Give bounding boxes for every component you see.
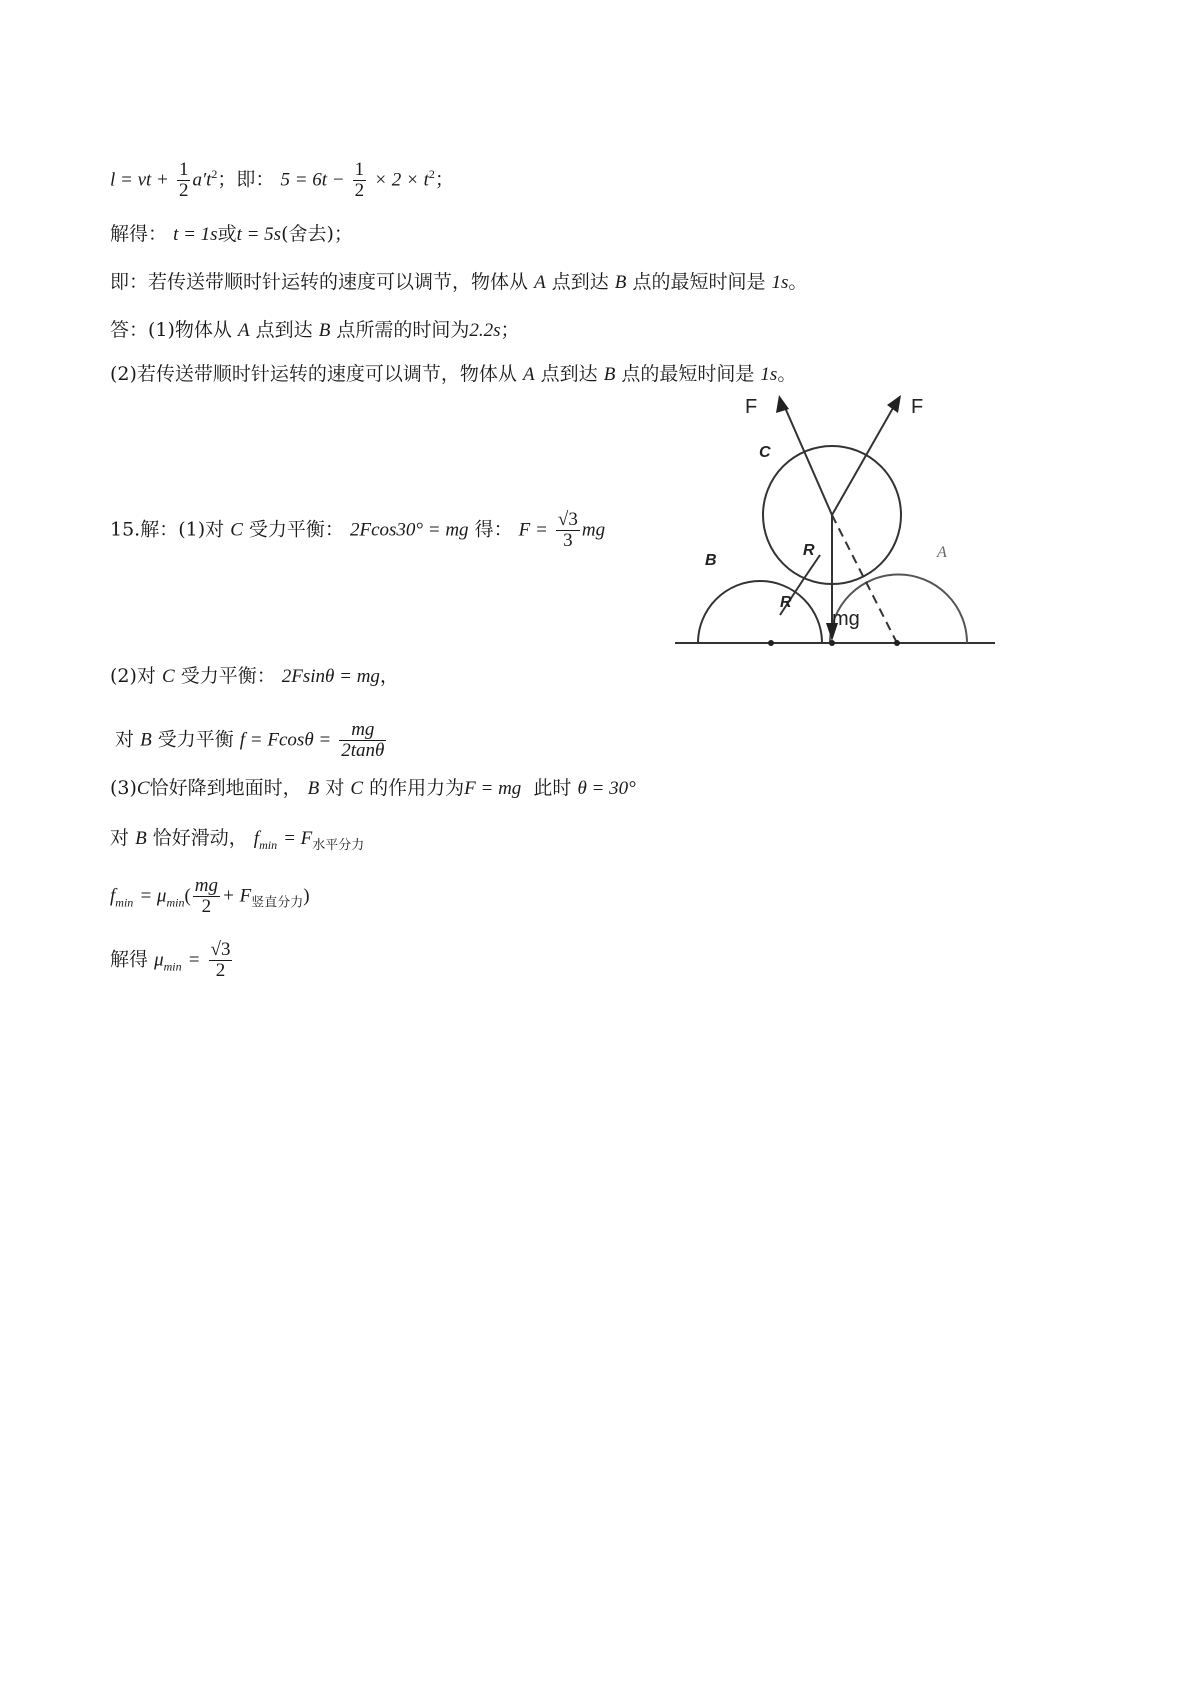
mu-symbol: μ <box>154 949 164 971</box>
p5-eq: = μ <box>139 885 167 907</box>
ans2-end: 。 <box>777 363 797 385</box>
contact-dot <box>829 640 835 646</box>
fraction-mg-2 <box>193 876 220 917</box>
label-R1: R <box>803 542 815 559</box>
f-symbol: f <box>253 828 260 849</box>
fraction-sqrt3-3 <box>556 510 580 551</box>
equation-line-1 <box>110 160 454 201</box>
solve-line <box>110 222 353 247</box>
concl-mid2: 点的最短时间是 <box>632 271 766 293</box>
paren-open: ( <box>184 885 191 907</box>
p2b-mid: 受力平衡 <box>157 728 234 751</box>
eq1-right-a: 5 = 6t − <box>280 169 345 191</box>
frac-num: √3 <box>557 509 578 530</box>
part6-line <box>110 940 234 981</box>
p5-plus: + F <box>222 885 252 907</box>
sub-min: min <box>259 837 278 852</box>
point-c: C <box>161 666 175 687</box>
eq1-sep: ；即： <box>217 168 275 191</box>
part3-line <box>110 776 636 801</box>
p3-mid2: 对 <box>325 777 345 799</box>
frac-num: 1 <box>354 159 365 180</box>
square-sup: 2 <box>211 167 218 182</box>
p4-mid: 恰好滑动， <box>152 827 248 849</box>
frac-num: 1 <box>178 159 189 180</box>
val-22s: 2.2s <box>469 320 501 341</box>
eq1-term: a′t <box>192 169 212 191</box>
frac-den: 3 <box>563 530 573 551</box>
solve-end: (舍去)； <box>281 223 353 245</box>
ans-mid1: 点到达 <box>255 319 313 341</box>
point-c: C <box>350 778 364 799</box>
frac-den: 2 <box>201 896 212 917</box>
part2b-line <box>115 720 388 761</box>
part4-line <box>110 826 364 858</box>
label-F-left: F <box>745 396 758 418</box>
p2-eq: 2Fsinθ = mg <box>281 666 380 687</box>
circle-b <box>698 581 822 643</box>
eq1-end: ； <box>434 168 454 191</box>
ans-prefix: 答：(1)物体从 <box>110 319 232 341</box>
label-mg: mg <box>832 608 860 630</box>
sub-horizontal: 水平分力 <box>312 837 365 853</box>
concl-prefix: 即：若传送带顺时针运转的速度可以调节，物体从 <box>110 271 529 293</box>
answer-line-2 <box>110 362 796 387</box>
paren-close: ) <box>303 885 310 907</box>
answer-line-1 <box>110 318 520 343</box>
p2-end: ， <box>379 665 399 687</box>
p2-mid: 受力平衡： <box>180 665 276 687</box>
force-diagram <box>675 395 1005 655</box>
point-b: B <box>318 320 331 341</box>
sub-min: min <box>166 895 185 910</box>
frac-den: 2 <box>215 960 226 981</box>
point-b: B <box>603 364 616 385</box>
label-R2: R <box>780 594 792 611</box>
solve-or: 或 <box>217 223 237 245</box>
center-b-dot <box>768 640 774 646</box>
q15-de: 得： <box>474 518 513 541</box>
eq1-left: l = vt + <box>110 169 169 191</box>
p3-mid: 恰好降到地面时， <box>149 777 302 799</box>
label-A: A <box>937 544 947 561</box>
concl-end: 。 <box>788 271 808 293</box>
label-B: B <box>705 552 717 569</box>
frac-den: 2 <box>354 180 365 201</box>
point-a: A <box>237 320 250 341</box>
q15-F: F = <box>518 519 548 541</box>
solve-b: t = 5s <box>236 224 282 245</box>
frac-den: 2 <box>178 180 189 201</box>
solve-a: t = 1s <box>173 224 218 245</box>
fraction-sqrt3-2 <box>209 940 233 981</box>
point-c: C <box>230 519 243 541</box>
p6-eq: = <box>187 949 201 971</box>
fraction-half <box>177 160 191 201</box>
concl-mid1: 点到达 <box>551 271 609 293</box>
p4-eq: = F <box>283 828 313 849</box>
ans-mid2: 点所需的时间为 <box>336 319 470 341</box>
frac-num: mg <box>339 720 386 741</box>
p2b-eq: f = Fcosθ = <box>239 729 332 751</box>
fraction-mg-2tan <box>339 720 386 761</box>
part5-line <box>110 876 310 917</box>
point-a: A <box>522 364 535 385</box>
q15-eq1: 2Fcos30° = mg <box>349 519 469 541</box>
p2-prefix: (2)对 <box>110 665 156 687</box>
p6-prefix: 解得 <box>110 948 149 971</box>
part2-line <box>110 664 399 689</box>
ans2-mid2: 点的最短时间是 <box>621 363 755 385</box>
label-F-right: F <box>911 396 924 418</box>
point-b: B <box>307 778 320 799</box>
q15-mid: 受力平衡： <box>248 518 344 541</box>
sub-min: min <box>115 895 134 910</box>
point-a: A <box>534 272 546 293</box>
eq1-right-b: × 2 × t <box>374 169 429 191</box>
center-a-dot <box>894 640 900 646</box>
q15-mg: mg <box>581 519 606 541</box>
point-b: B <box>135 828 147 849</box>
label-C: C <box>759 444 771 461</box>
frac-den: 2tanθ <box>341 740 385 761</box>
p3-then: 此时 <box>533 777 572 799</box>
val-1s: 1s <box>771 272 789 293</box>
point-b: B <box>614 272 627 293</box>
p3-eq: F = mg <box>464 778 522 799</box>
square-sup: 2 <box>428 167 435 182</box>
q15-prefix: 15.解：(1)对 <box>110 518 225 541</box>
sub-min: min <box>163 959 182 974</box>
p2b-prefix: 对 <box>115 728 135 751</box>
p3-mid3: 的作用力为 <box>369 777 465 799</box>
point-c: C <box>136 778 150 799</box>
force-right-line <box>832 408 893 515</box>
p3-prefix: (3) <box>110 777 137 799</box>
problem-15-line <box>110 510 605 551</box>
f-symbol: f <box>110 885 116 907</box>
ans2-prefix: (2)若传送带顺时针运转的速度可以调节，物体从 <box>110 363 517 385</box>
ans-end: ； <box>500 319 520 341</box>
ans2-mid1: 点到达 <box>540 363 598 385</box>
arrow-right-head <box>887 395 901 413</box>
p4-prefix: 对 <box>110 827 130 849</box>
val-1s: 1s <box>760 364 778 385</box>
sub-vertical: 竖直分力 <box>251 895 304 911</box>
point-b: B <box>140 729 152 751</box>
frac-num: mg <box>194 875 218 896</box>
frac-num: √3 <box>210 939 231 960</box>
fraction-half-2 <box>353 160 367 201</box>
p3-theta: θ = 30° <box>577 778 636 799</box>
solve-label: 解得： <box>110 223 168 245</box>
conclusion-line <box>110 270 807 295</box>
